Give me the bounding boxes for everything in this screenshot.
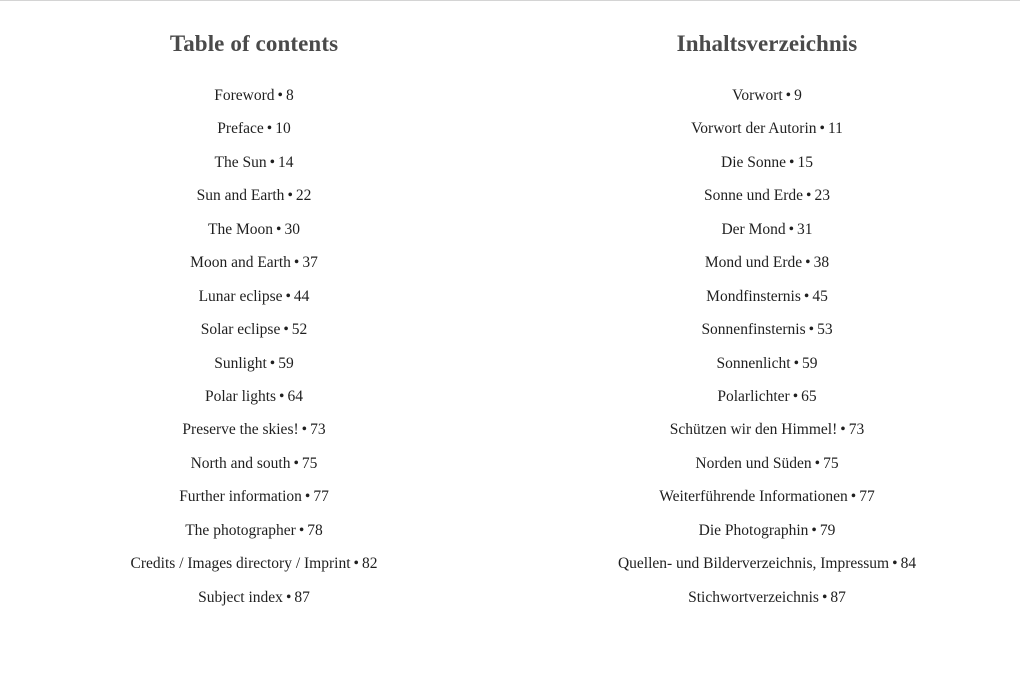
toc-entry-page: 82 [361, 555, 378, 573]
toc-entry-label: Preface [217, 120, 264, 138]
bullet-separator: • [850, 488, 857, 506]
toc-entry-label: North and south [190, 454, 291, 472]
toc-entry-page: 11 [827, 120, 843, 138]
toc-entry-page: 52 [291, 321, 308, 339]
toc-entry-label: Lunar eclipse [198, 287, 283, 305]
toc-entry[interactable] [54, 347, 454, 380]
toc-entry-page: 84 [900, 555, 917, 573]
toc-english-list [54, 79, 454, 614]
toc-entry[interactable] [54, 79, 454, 112]
toc-entry[interactable] [54, 413, 454, 446]
toc-entry-label: The Moon [208, 220, 274, 238]
toc-entry-label: Preserve the skies! [182, 421, 299, 439]
toc-entry[interactable] [517, 213, 1017, 246]
toc-german-list [517, 79, 1017, 614]
toc-entry-label: Quellen- und Bilderverzeichnis, Impressum [617, 555, 890, 573]
toc-entry-label: Sun and Earth [196, 187, 285, 205]
toc-entry[interactable] [517, 447, 1017, 480]
toc-entry[interactable] [517, 313, 1017, 346]
toc-entry[interactable] [517, 514, 1017, 547]
bullet-separator: • [793, 354, 799, 372]
toc-entry-page: 37 [302, 254, 318, 272]
toc-entry-label: Foreword [214, 87, 275, 104]
toc-entry-page: 14 [278, 153, 294, 171]
bullet-separator: • [293, 454, 299, 472]
bullet-separator: • [353, 555, 359, 573]
toc-entry-page: 79 [819, 521, 836, 539]
toc-german [517, 26, 1017, 614]
toc-entry-label: Polar lights [205, 387, 277, 405]
toc-entry-label: Sonnenfinsternis [701, 321, 806, 339]
toc-entry-page: 75 [301, 454, 318, 472]
toc-entry[interactable] [517, 413, 1017, 446]
bullet-separator: • [285, 588, 292, 606]
toc-entry[interactable] [517, 547, 1017, 580]
toc-entry[interactable] [54, 179, 454, 212]
toc-entry[interactable] [54, 581, 454, 614]
toc-entry-label: Solar eclipse [200, 321, 281, 339]
toc-entry[interactable] [54, 380, 454, 413]
bullet-separator: • [785, 87, 792, 104]
toc-entry-label: Moon and Earth [190, 254, 291, 272]
toc-entry-label: Sunlight [214, 354, 267, 372]
bullet-separator: • [819, 120, 825, 138]
toc-entry[interactable] [54, 547, 454, 580]
toc-entry-label: Mondfinsternis [706, 287, 801, 305]
toc-entry[interactable] [517, 581, 1017, 614]
toc-entry-page: 75 [823, 454, 839, 472]
bullet-separator: • [789, 153, 795, 171]
toc-entry[interactable] [517, 146, 1017, 179]
toc-entry-label: Sonnenlicht [716, 354, 791, 372]
bullet-separator: • [806, 187, 812, 205]
bullet-separator: • [788, 220, 795, 238]
toc-english-title: Table of contents [169, 31, 339, 56]
toc-entry-label: Credits / Images directory / Imprint [130, 555, 351, 573]
toc-entry-label: Vorwort [732, 87, 783, 104]
bullet-separator: • [821, 588, 828, 606]
toc-entry[interactable] [54, 480, 454, 513]
toc-entry[interactable] [54, 112, 454, 145]
bullet-separator: • [283, 321, 289, 339]
toc-entry-page: 87 [294, 588, 310, 606]
bullet-separator: • [792, 387, 799, 405]
toc-entry-label: Die Sonne [721, 153, 787, 171]
toc-entry[interactable] [54, 280, 454, 313]
toc-entry-page: 59 [802, 354, 818, 372]
toc-entry-label: Schützen wir den Himmel! [669, 421, 838, 439]
toc-entry[interactable] [54, 146, 454, 179]
toc-entry-page: 73 [848, 421, 865, 439]
bullet-separator: • [808, 321, 815, 339]
toc-entry-page: 8 [285, 87, 294, 104]
toc-entry-page: 87 [830, 588, 846, 606]
toc-entry-label: Weiterführende Informationen [659, 488, 848, 506]
toc-entry[interactable] [54, 514, 454, 547]
toc-german-title: Inhaltsverzeichnis [676, 31, 858, 56]
bullet-separator: • [269, 153, 276, 171]
toc-entry-page: 78 [307, 521, 323, 539]
bullet-separator: • [805, 254, 811, 272]
bullet-separator: • [301, 421, 308, 439]
toc-entry-page: 64 [287, 387, 303, 405]
toc-entry-label: The Sun [214, 153, 267, 171]
bullet-separator: • [287, 187, 293, 205]
bullet-separator: • [803, 287, 810, 305]
toc-english [54, 26, 454, 614]
toc-entry[interactable] [54, 246, 454, 279]
bullet-separator: • [298, 521, 305, 539]
toc-entry[interactable] [54, 213, 454, 246]
toc-entry-page: 73 [310, 421, 326, 439]
toc-entry-label: Further information [179, 488, 302, 506]
toc-entry-page: 77 [313, 488, 329, 506]
bullet-separator: • [285, 287, 291, 305]
toc-entry-label: Stichwortverzeichnis [688, 588, 819, 606]
toc-entry-label: Polarlichter [717, 387, 790, 405]
toc-entry-page: 9 [794, 87, 802, 104]
bullet-separator: • [279, 387, 285, 405]
bullet-separator: • [269, 354, 276, 372]
toc-entry-page: 44 [293, 287, 310, 305]
toc-entry-label: Subject index [198, 588, 283, 606]
bullet-separator: • [814, 454, 821, 472]
bullet-separator: • [276, 220, 282, 238]
bullet-separator: • [293, 254, 300, 272]
toc-entry-page: 10 [275, 120, 291, 138]
toc-entry-page: 77 [859, 488, 875, 506]
toc-entry-label: Die Photographin [698, 521, 809, 539]
toc-entry-page: 59 [278, 354, 294, 372]
toc-entry[interactable] [517, 280, 1017, 313]
toc-entry-label: Der Mond [721, 220, 786, 238]
toc-entry-page: 45 [812, 287, 828, 305]
toc-entry[interactable] [517, 347, 1017, 380]
toc-entry[interactable] [517, 480, 1017, 513]
toc-entry[interactable] [517, 79, 1017, 112]
toc-entry-page: 15 [797, 153, 813, 171]
toc-entry-page: 65 [801, 387, 817, 405]
toc-entry-page: 30 [284, 220, 300, 238]
toc-entry-label: Vorwort der Autorin [691, 120, 817, 138]
toc-entry[interactable] [517, 246, 1017, 279]
toc-entry-page: 22 [295, 187, 312, 205]
toc-entry-page: 31 [797, 220, 813, 238]
toc-entry[interactable] [54, 447, 454, 480]
toc-entry-page: 23 [814, 187, 830, 205]
toc-entry-page: 38 [813, 254, 830, 272]
toc-entry[interactable] [517, 380, 1017, 413]
toc-entry-label: Sonne und Erde [704, 187, 804, 205]
toc-entry[interactable] [54, 313, 454, 346]
bullet-separator: • [277, 87, 283, 104]
bullet-separator: • [840, 421, 846, 439]
toc-entry-page: 53 [817, 321, 833, 339]
toc-entry-label: The photographer [185, 521, 296, 539]
toc-entry[interactable] [517, 112, 1017, 145]
toc-entry-label: Mond und Erde [704, 254, 803, 272]
toc-entry[interactable] [517, 179, 1017, 212]
bullet-separator: • [892, 555, 898, 573]
bullet-separator: • [266, 120, 273, 138]
toc-entry-label: Norden und Süden [695, 454, 812, 472]
bullet-separator: • [304, 488, 311, 506]
bullet-separator: • [811, 521, 817, 539]
top-divider [0, 0, 1020, 1]
